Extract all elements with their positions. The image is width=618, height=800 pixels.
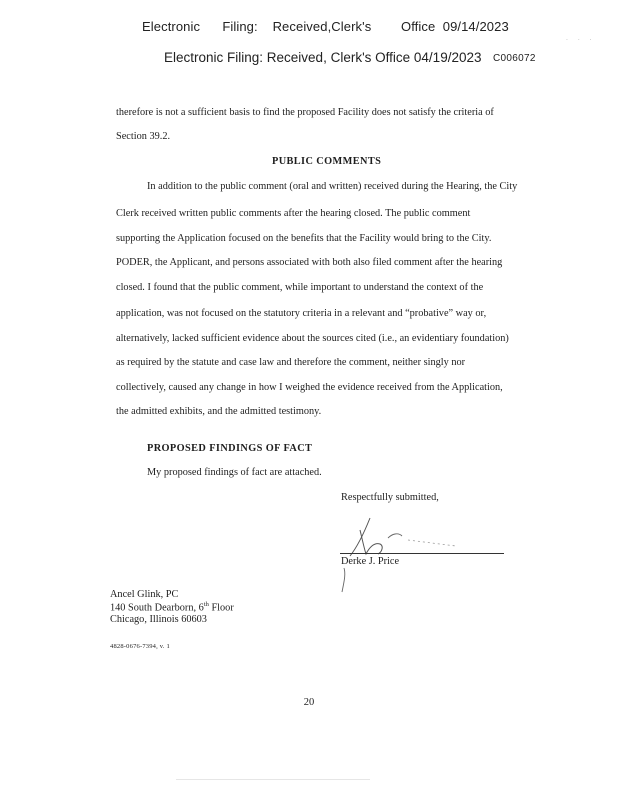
findings-heading: PROPOSED FINDINGS OF FACT	[147, 443, 313, 454]
signature-closing: Respectfully submitted,	[341, 492, 439, 503]
firm-address	[110, 601, 234, 613]
paragraph-line: In addition to the public comment (oral and written) received during the Hearing, the City	[147, 181, 518, 192]
scan-artifact: · · ·	[566, 37, 596, 44]
paragraph-line: supporting the Application focused on the benefits that the Facility would bring to the City.	[116, 233, 492, 244]
filing-stamp-second: Electronic Filing: Received, Clerk's Office 04/19/2023	[164, 50, 482, 65]
paragraph-line: application, was not focused on the statutory criteria in a relevant and “probative” way or,	[116, 308, 487, 319]
public-comments-heading: PUBLIC COMMENTS	[272, 156, 382, 167]
filing-stamp-top: Electronic Filing: Received,Clerk's Office 09/14/2023	[142, 19, 509, 34]
page-number: 20	[303, 697, 315, 708]
findings-text: My proposed findings of fact are attached.	[147, 467, 322, 478]
paragraph-line: collectively, caused any change in how I weighed the evidence received from the Application,	[116, 382, 503, 393]
firm-name: Ancel Glink, PC	[110, 589, 179, 600]
intro-line: Section 39.2.	[116, 131, 171, 142]
firm-city: Chicago, Illinois 60603	[110, 614, 207, 625]
doc-reference: 4828-0676-7394, v. 1	[110, 643, 170, 650]
floor-label: Floor	[208, 602, 234, 614]
paragraph-line: alternatively, lacked sufficient evidence about the sources cited (i.e., an evidentiary foundation)	[116, 333, 509, 344]
firm-street: 140 South Dearborn, 6	[110, 602, 204, 614]
scan-artifact-rule	[176, 779, 370, 780]
intro-line: therefore is not a sufficient basis to find the proposed Facility does not satisfy the criteria of	[116, 107, 494, 118]
paragraph-line: Clerk received written public comments after the hearing closed. The public comment	[116, 208, 471, 219]
paragraph-line: PODER, the Applicant, and persons associated with both also filed comment after the hearing	[116, 257, 503, 268]
floor-suffix: th	[203, 601, 209, 608]
signature-line	[340, 553, 504, 554]
signer-name: Derke J. Price	[341, 556, 400, 567]
paragraph-line: as required by the statute and case law and therefore the comment, neither singly nor	[116, 357, 466, 368]
paragraph-line: the admitted exhibits, and the admitted testimony.	[116, 406, 322, 417]
paragraph-line: closed. I found that the public comment, while important to understand the context of the	[116, 282, 484, 293]
document-stamp-id: C006072	[493, 53, 536, 64]
